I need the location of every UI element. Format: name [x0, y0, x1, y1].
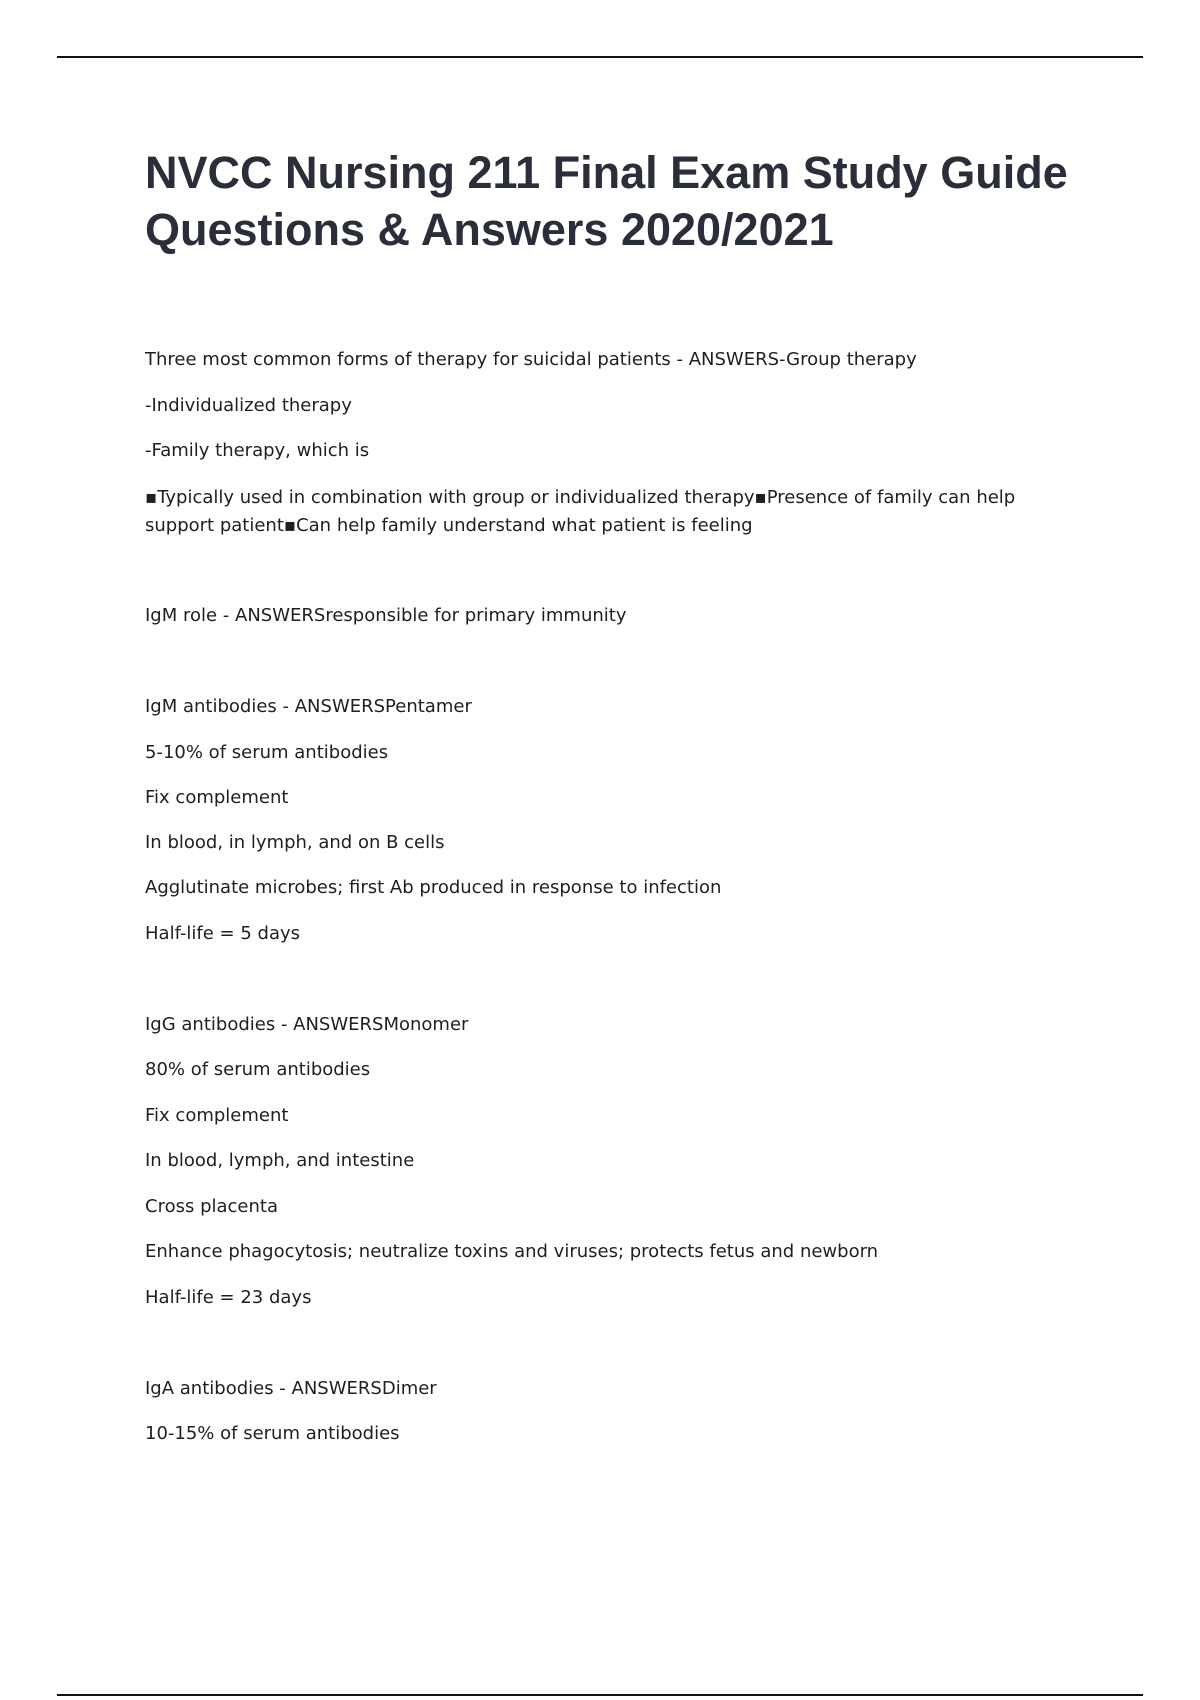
document-title: NVCC Nursing 211 Final Exam Study Guide Questions & Answers 2020/2021	[145, 147, 1068, 255]
answer-line: Agglutinate microbes; first Ab produced in response to infection	[145, 877, 722, 898]
question-iga-antibodies: IgA antibodies - ANSWERSDimer	[145, 1378, 437, 1399]
answer-line: 80% of serum antibodies	[145, 1059, 371, 1080]
answer-paragraph: ▪Typically used in combination with group or individualized therapy▪Presence of family can help support patient▪Can help family understand what patient is feeling	[145, 487, 1016, 536]
question-igm-antibodies: IgM antibodies - ANSWERSPentamer	[145, 696, 472, 717]
answer-line: -Family therapy, which is	[145, 440, 370, 461]
answer-line: In blood, lymph, and intestine	[145, 1150, 415, 1171]
answer-line: 10-15% of serum antibodies	[145, 1423, 400, 1444]
top-divider	[57, 56, 1143, 58]
question-suicidal-therapy: Three most common forms of therapy for suicidal patients - ANSWERS-Group therapy	[145, 349, 917, 370]
answer-line: -Individualized therapy	[145, 395, 352, 416]
answer-line: Enhance phagocytosis; neutralize toxins and viruses; protects fetus and newborn	[145, 1241, 879, 1262]
answer-line: Fix complement	[145, 787, 289, 808]
answer-line: In blood, in lymph, and on B cells	[145, 832, 445, 853]
answer-line: Half-life = 5 days	[145, 923, 301, 944]
answer-line: Half-life = 23 days	[145, 1287, 312, 1308]
question-igm-role: IgM role - ANSWERSresponsible for primary immunity	[145, 605, 627, 626]
question-igg-antibodies: IgG antibodies - ANSWERSMonomer	[145, 1014, 469, 1035]
bottom-divider	[57, 1694, 1143, 1696]
answer-line: 5-10% of serum antibodies	[145, 742, 389, 763]
answer-line: Fix complement	[145, 1105, 289, 1126]
answer-line: Cross placenta	[145, 1196, 278, 1217]
